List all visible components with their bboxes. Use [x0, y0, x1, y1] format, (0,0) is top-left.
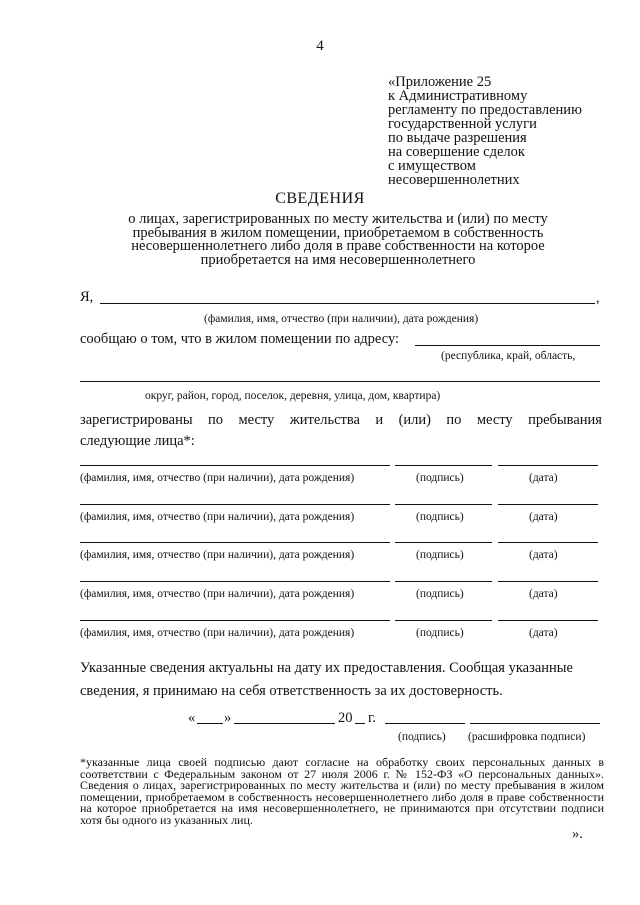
- page-number: 4: [316, 38, 324, 54]
- person-date-caption: (дата): [529, 472, 558, 484]
- person-date-caption: (дата): [529, 549, 558, 561]
- year-prefix: 20: [338, 710, 353, 726]
- person-name-caption: (фамилия, имя, отчество (при наличии), дата рождения): [80, 549, 355, 561]
- person-signature-caption: (подпись): [416, 549, 464, 561]
- responsibility-statement: Указанные сведения актуальны на дату их предоставления. Сообщая указанные сведения, я принимаю на себя ответственность за их достоверность.: [80, 660, 573, 699]
- person-name-field[interactable]: [80, 542, 390, 543]
- person-name-field[interactable]: [80, 504, 390, 505]
- date-open-quote: «: [188, 710, 196, 726]
- document-subtitle: [78, 213, 598, 267]
- person-signature-caption: (подпись): [416, 472, 464, 484]
- footnote: *указанные лица своей подписью дают согласие на обработку своих персональных данных в соответствии с Федеральным законом от 27 июля 2006 г. № 152-ФЗ «О персональных данных». Сведения о лицах, зарегистрированных по месту жительства и (или) по месту пребывания в жилом помещении, приобретаемом в собственность несовершеннолетнего либо доля в праве собственности на которое приобретается на имя несовершеннолетнего, не принимаются при отсутствии подписи хотя бы одного из указанных лиц.: [80, 755, 604, 827]
- address-caption-locality: округ, район, город, поселок, деревня, улица, дом, квартира): [145, 390, 441, 402]
- subtitle-line: несовершеннолетнего либо доля в праве собственности на которое: [131, 238, 545, 254]
- person-name-caption: (фамилия, имя, отчество (при наличии), дата рождения): [80, 588, 355, 600]
- address-field-continued[interactable]: [80, 381, 600, 382]
- document-title: СВЕДЕНИЯ: [275, 190, 365, 207]
- appendix-line: несовершеннолетних: [388, 172, 520, 188]
- closing-mark: ».: [572, 826, 583, 842]
- person-signature-field[interactable]: [395, 581, 492, 582]
- signature-caption: (подпись): [398, 731, 446, 743]
- registered-intro-continued: следующие лица*:: [80, 433, 195, 449]
- person-date-field[interactable]: [498, 581, 598, 582]
- registered-word: и: [375, 412, 384, 428]
- person-date-field[interactable]: [498, 620, 598, 621]
- appendix-line: «Приложение 25: [388, 74, 492, 90]
- subtitle-line: приобретается на имя несовершеннолетнего: [200, 251, 476, 268]
- registered-word: по: [208, 412, 224, 428]
- appendix-line: государственной услуги: [388, 116, 537, 132]
- signature-field[interactable]: [385, 723, 465, 724]
- person-date-caption: (дата): [529, 627, 558, 639]
- year-field[interactable]: [355, 723, 365, 724]
- registered-word: (или): [398, 412, 431, 428]
- registered-intro: [80, 412, 602, 429]
- month-field[interactable]: [234, 723, 335, 724]
- person-name-caption: (фамилия, имя, отчество (при наличии), дата рождения): [80, 627, 355, 639]
- year-suffix: г.: [368, 710, 376, 726]
- person-signature-caption: (подпись): [416, 627, 464, 639]
- registered-word: по: [446, 412, 462, 428]
- registered-word: пребывания: [528, 412, 602, 428]
- declarant-name-field[interactable]: [100, 303, 595, 304]
- date-close-quote: »: [224, 710, 232, 726]
- person-name-field[interactable]: [80, 465, 390, 466]
- person-signature-field[interactable]: [395, 504, 492, 505]
- signature-decoding-caption: (расшифровка подписи): [468, 731, 586, 743]
- person-signature-field[interactable]: [395, 620, 492, 621]
- person-name-caption: (фамилия, имя, отчество (при наличии), дата рождения): [80, 472, 355, 484]
- address-caption-region: (республика, край, область,: [441, 350, 576, 362]
- person-date-field[interactable]: [498, 542, 598, 543]
- registered-word: жительства: [289, 412, 360, 428]
- appendix-line: по выдаче разрешения: [388, 130, 527, 146]
- subtitle-line: о лицах, зарегистрированных по месту жительства и (или) по месту: [128, 211, 548, 227]
- appendix-line: регламенту по предоставлению: [388, 102, 582, 118]
- person-date-field[interactable]: [498, 465, 598, 466]
- person-date-caption: (дата): [529, 511, 558, 523]
- declarant-comma: ,: [596, 290, 600, 306]
- registered-word: зарегистрированы: [80, 412, 193, 428]
- person-name-caption: (фамилия, имя, отчество (при наличии), дата рождения): [80, 511, 355, 523]
- signature-decoding-field[interactable]: [470, 723, 600, 724]
- declarant-caption: (фамилия, имя, отчество (при наличии), дата рождения): [204, 313, 479, 325]
- person-date-field[interactable]: [498, 504, 598, 505]
- person-signature-field[interactable]: [395, 465, 492, 466]
- subtitle-line: пребывания в жилом помещении, приобретаемом в собственность: [132, 224, 544, 241]
- person-signature-field[interactable]: [395, 542, 492, 543]
- person-date-caption: (дата): [529, 588, 558, 600]
- person-signature-caption: (подпись): [416, 588, 464, 600]
- address-label: сообщаю о том, что в жилом помещении по адресу:: [80, 331, 400, 347]
- declarant-prefix: Я,: [80, 289, 94, 305]
- appendix-line: с имуществом: [388, 158, 476, 174]
- person-name-field[interactable]: [80, 581, 390, 582]
- appendix-line: на совершение сделок: [388, 144, 525, 160]
- person-signature-caption: (подпись): [416, 511, 464, 523]
- address-field[interactable]: [415, 345, 600, 346]
- day-field[interactable]: [197, 723, 223, 724]
- person-name-field[interactable]: [80, 620, 390, 621]
- appendix-line: к Административному: [388, 88, 528, 104]
- registered-word: месту: [238, 412, 275, 428]
- registered-word: месту: [476, 412, 513, 428]
- appendix-header: [388, 75, 628, 187]
